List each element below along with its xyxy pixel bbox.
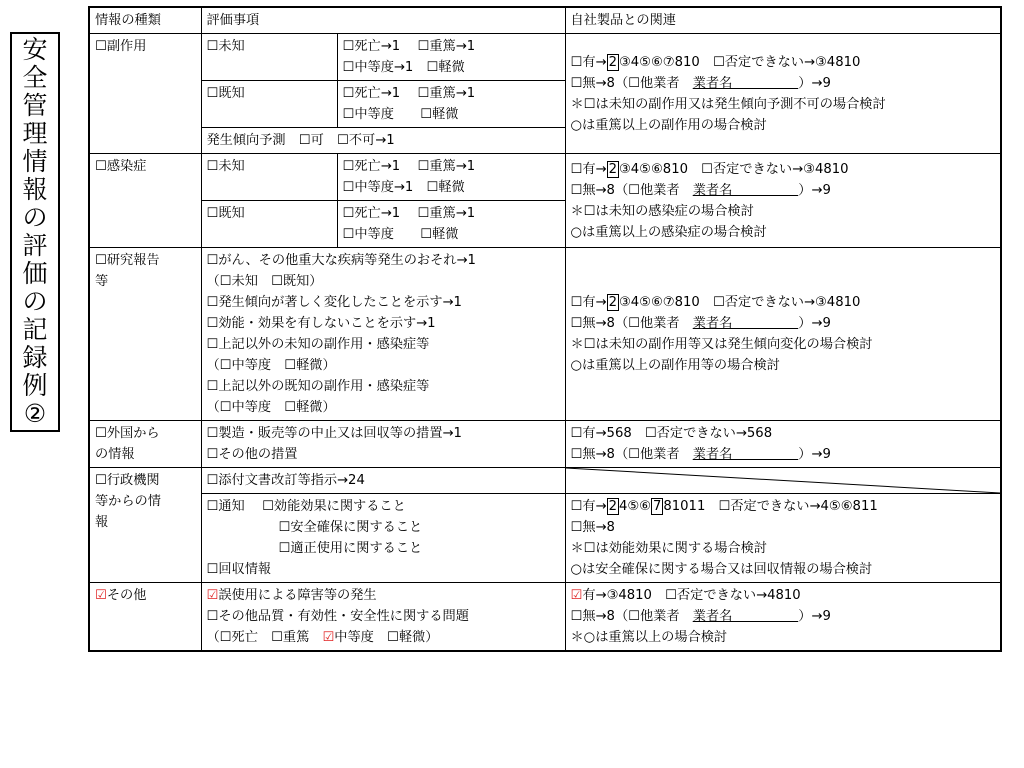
- side-title-char: 安: [22, 35, 48, 64]
- relation-no[interactable]: ☐無→8（☐他業者 業者名 ）→9: [570, 182, 831, 198]
- notice-item[interactable]: ☐安全確保に関すること: [278, 520, 423, 535]
- type-research[interactable]: ☐研究報告 等: [89, 248, 201, 421]
- section-research: [89, 248, 1001, 421]
- s5-notice-row: [89, 494, 1001, 583]
- research-item[interactable]: ☐効能・効果を有しないことを示す→1: [206, 316, 436, 331]
- relation-yes[interactable]: ☑有→③4810 ☐否定できない→4810: [570, 588, 801, 603]
- checked-box-icon[interactable]: ☑: [95, 588, 107, 603]
- note: ＊☐は効能効果に関する場合検討: [570, 541, 767, 556]
- section-administrative: [89, 468, 1001, 494]
- foreign-item[interactable]: ☐製造・販売等の中止又は回収等の措置→1: [206, 426, 462, 441]
- severity-line[interactable]: ☐中等度→1 ☐軽微: [342, 180, 465, 195]
- note: ○は重篤以上の副作用の場合検討: [570, 117, 767, 133]
- s6-items: [201, 583, 565, 652]
- header-evaluation: 評価事項: [201, 7, 565, 34]
- research-item[interactable]: ☐上記以外の既知の副作用・感染症等: [206, 379, 430, 394]
- side-title-char: の: [22, 203, 48, 232]
- note: ＊☐は未知の感染症の場合検討: [570, 203, 754, 219]
- relation-yes[interactable]: ☐有→ 2 ③4⑤⑥⑦810 ☐否定できない→③4810: [570, 295, 861, 310]
- research-item[interactable]: ☐がん、その他重大な疾病等発生のおそれ→1: [206, 253, 476, 268]
- s1-known[interactable]: ☐既知: [201, 81, 337, 128]
- company-name-field: 業者名: [692, 75, 799, 91]
- checked-box-icon: ☑: [206, 588, 219, 603]
- relation-no[interactable]: ☐無→8（☐他業者 業者名 ）→9: [570, 609, 831, 624]
- research-item[interactable]: （☐中等度 ☐軽微）: [206, 358, 336, 373]
- s2-known[interactable]: ☐既知: [201, 201, 337, 248]
- notice-label[interactable]: ☐通知: [206, 499, 245, 514]
- relation-yes[interactable]: ☐有→ 2 4⑤⑥ 7 81011 ☐否定できない→4⑤⑥811: [570, 499, 878, 514]
- s1-trend[interactable]: 発生傾向予測 ☐可 ☐不可→1: [201, 128, 565, 154]
- header-relation: 自社製品との関連: [565, 7, 1001, 34]
- severity-line[interactable]: ☐死亡→1 ☐重篤→1: [342, 86, 476, 101]
- side-title: [10, 32, 60, 432]
- side-title-char: 録: [22, 343, 48, 372]
- relation-no[interactable]: ☐無→8（☐他業者 業者名 ）→9: [570, 75, 831, 91]
- type-administrative[interactable]: ☐行政機関 等からの情 報: [89, 468, 201, 583]
- side-title-char: 報: [22, 175, 48, 204]
- relation-no[interactable]: ☐無→8（☐他業者 業者名 ）→9: [570, 316, 831, 331]
- company-name-field: 業者名: [692, 182, 799, 198]
- foreign-item[interactable]: ☐その他の措置: [206, 447, 298, 462]
- type-foreign[interactable]: ☐外国から の情報: [89, 421, 201, 468]
- section-infection: [89, 154, 1001, 201]
- header-row: [89, 7, 1001, 34]
- side-title-char: 情: [22, 147, 48, 176]
- relation-yes[interactable]: ☐有→ 2 ③4⑤⑥810 ☐否定できない→③4810: [570, 161, 849, 177]
- s2-unknown-severity: [337, 154, 565, 201]
- checked-box-icon: ☑: [570, 588, 583, 603]
- recall-item[interactable]: ☐回収情報: [206, 562, 272, 577]
- side-title-char: 管: [22, 91, 48, 120]
- severity-line[interactable]: ☐死亡→1 ☐重篤→1: [342, 39, 476, 54]
- s4-items: [201, 421, 565, 468]
- severity-line[interactable]: ☐中等度 ☐軽微: [342, 227, 459, 242]
- side-title-char: 価: [22, 259, 48, 288]
- severity-line[interactable]: ☐死亡→1 ☐重篤→1: [342, 206, 476, 221]
- note: ○は安全確保に関する場合又は回収情報の場合検討: [570, 562, 873, 577]
- s2-relation: [565, 154, 1001, 248]
- relation-yes[interactable]: ☐有→ 2 ③4⑤⑥⑦810 ☐否定できない→③4810: [570, 54, 861, 70]
- note: ○は重篤以上の副作用等の場合検討: [570, 358, 780, 373]
- side-title-char: ②: [23, 399, 47, 428]
- note: ○は重篤以上の感染症の場合検討: [570, 224, 767, 240]
- s5-diagonal-cell: [565, 468, 1001, 494]
- s5-item-a[interactable]: ☐添付文書改訂等指示→24: [201, 468, 565, 494]
- notice-item[interactable]: ☐効能効果に関すること: [262, 499, 406, 514]
- s3-relation: [565, 248, 1001, 421]
- relation-no[interactable]: ☐無→8: [570, 520, 615, 535]
- company-name-field: 業者名: [692, 447, 799, 462]
- severity-line[interactable]: ☐中等度 ☐軽微: [342, 107, 459, 122]
- research-item[interactable]: ☐発生傾向が著しく変化したことを示す→1: [206, 295, 462, 310]
- other-severity[interactable]: （☐死亡 ☐重篤 ☑中等度 ☐軽微）: [206, 630, 439, 645]
- other-item[interactable]: ☐その他品質・有効性・安全性に関する問題: [206, 609, 469, 624]
- type-infection[interactable]: ☐感染症: [89, 154, 201, 248]
- s2-known-severity: [337, 201, 565, 248]
- evaluation-table: [88, 6, 1002, 652]
- research-item[interactable]: （☐中等度 ☐軽微）: [206, 400, 336, 415]
- side-title-char: 例: [22, 371, 48, 400]
- checked-box-icon: ☑: [322, 630, 335, 645]
- other-item[interactable]: ☑誤使用による障害等の発生: [206, 588, 377, 603]
- s1-unknown-severity: [337, 34, 565, 81]
- research-item[interactable]: ☐上記以外の未知の副作用・感染症等: [206, 337, 430, 352]
- s1-relation: [565, 34, 1001, 154]
- note: ＊○は重篤以上の場合検討: [570, 630, 728, 645]
- side-title-char: 全: [22, 63, 48, 92]
- note: ＊☐は未知の副作用又は発生傾向予測不可の場合検討: [570, 96, 886, 112]
- s5-relation: [565, 494, 1001, 583]
- company-name-field: 業者名: [692, 609, 799, 624]
- s3-items: [201, 248, 565, 421]
- s6-relation: [565, 583, 1001, 652]
- s2-unknown[interactable]: ☐未知: [201, 154, 337, 201]
- s5-notice: [201, 494, 565, 583]
- company-name-field: 業者名: [692, 316, 799, 331]
- section-other: [89, 583, 1001, 652]
- severity-line[interactable]: ☐中等度→1 ☐軽微: [342, 60, 465, 75]
- note: ＊☐は未知の副作用等又は発生傾向変化の場合検討: [570, 337, 873, 352]
- side-title-char: の: [22, 287, 48, 316]
- diagonal-line: [566, 468, 1001, 493]
- section-foreign: [89, 421, 1001, 468]
- s1-known-severity: [337, 81, 565, 128]
- type-other[interactable]: ☑その他: [89, 583, 201, 652]
- relation-yes[interactable]: ☐有→568 ☐否定できない→568: [570, 426, 773, 441]
- research-item[interactable]: （☐未知 ☐既知）: [206, 274, 323, 289]
- relation-no[interactable]: ☐無→8（☐他業者 業者名 ）→9: [570, 447, 831, 462]
- section-side-effect: [89, 34, 1001, 81]
- severity-line[interactable]: ☐死亡→1 ☐重篤→1: [342, 159, 476, 174]
- side-title-char: 記: [22, 315, 48, 344]
- s1-unknown[interactable]: ☐未知: [201, 34, 337, 81]
- notice-item[interactable]: ☐適正使用に関すること: [278, 541, 423, 556]
- header-info-type: 情報の種類: [89, 7, 201, 34]
- s4-relation: [565, 421, 1001, 468]
- type-side-effect[interactable]: ☐副作用: [89, 34, 201, 154]
- side-title-char: 評: [22, 231, 48, 260]
- side-title-char: 理: [22, 119, 48, 148]
